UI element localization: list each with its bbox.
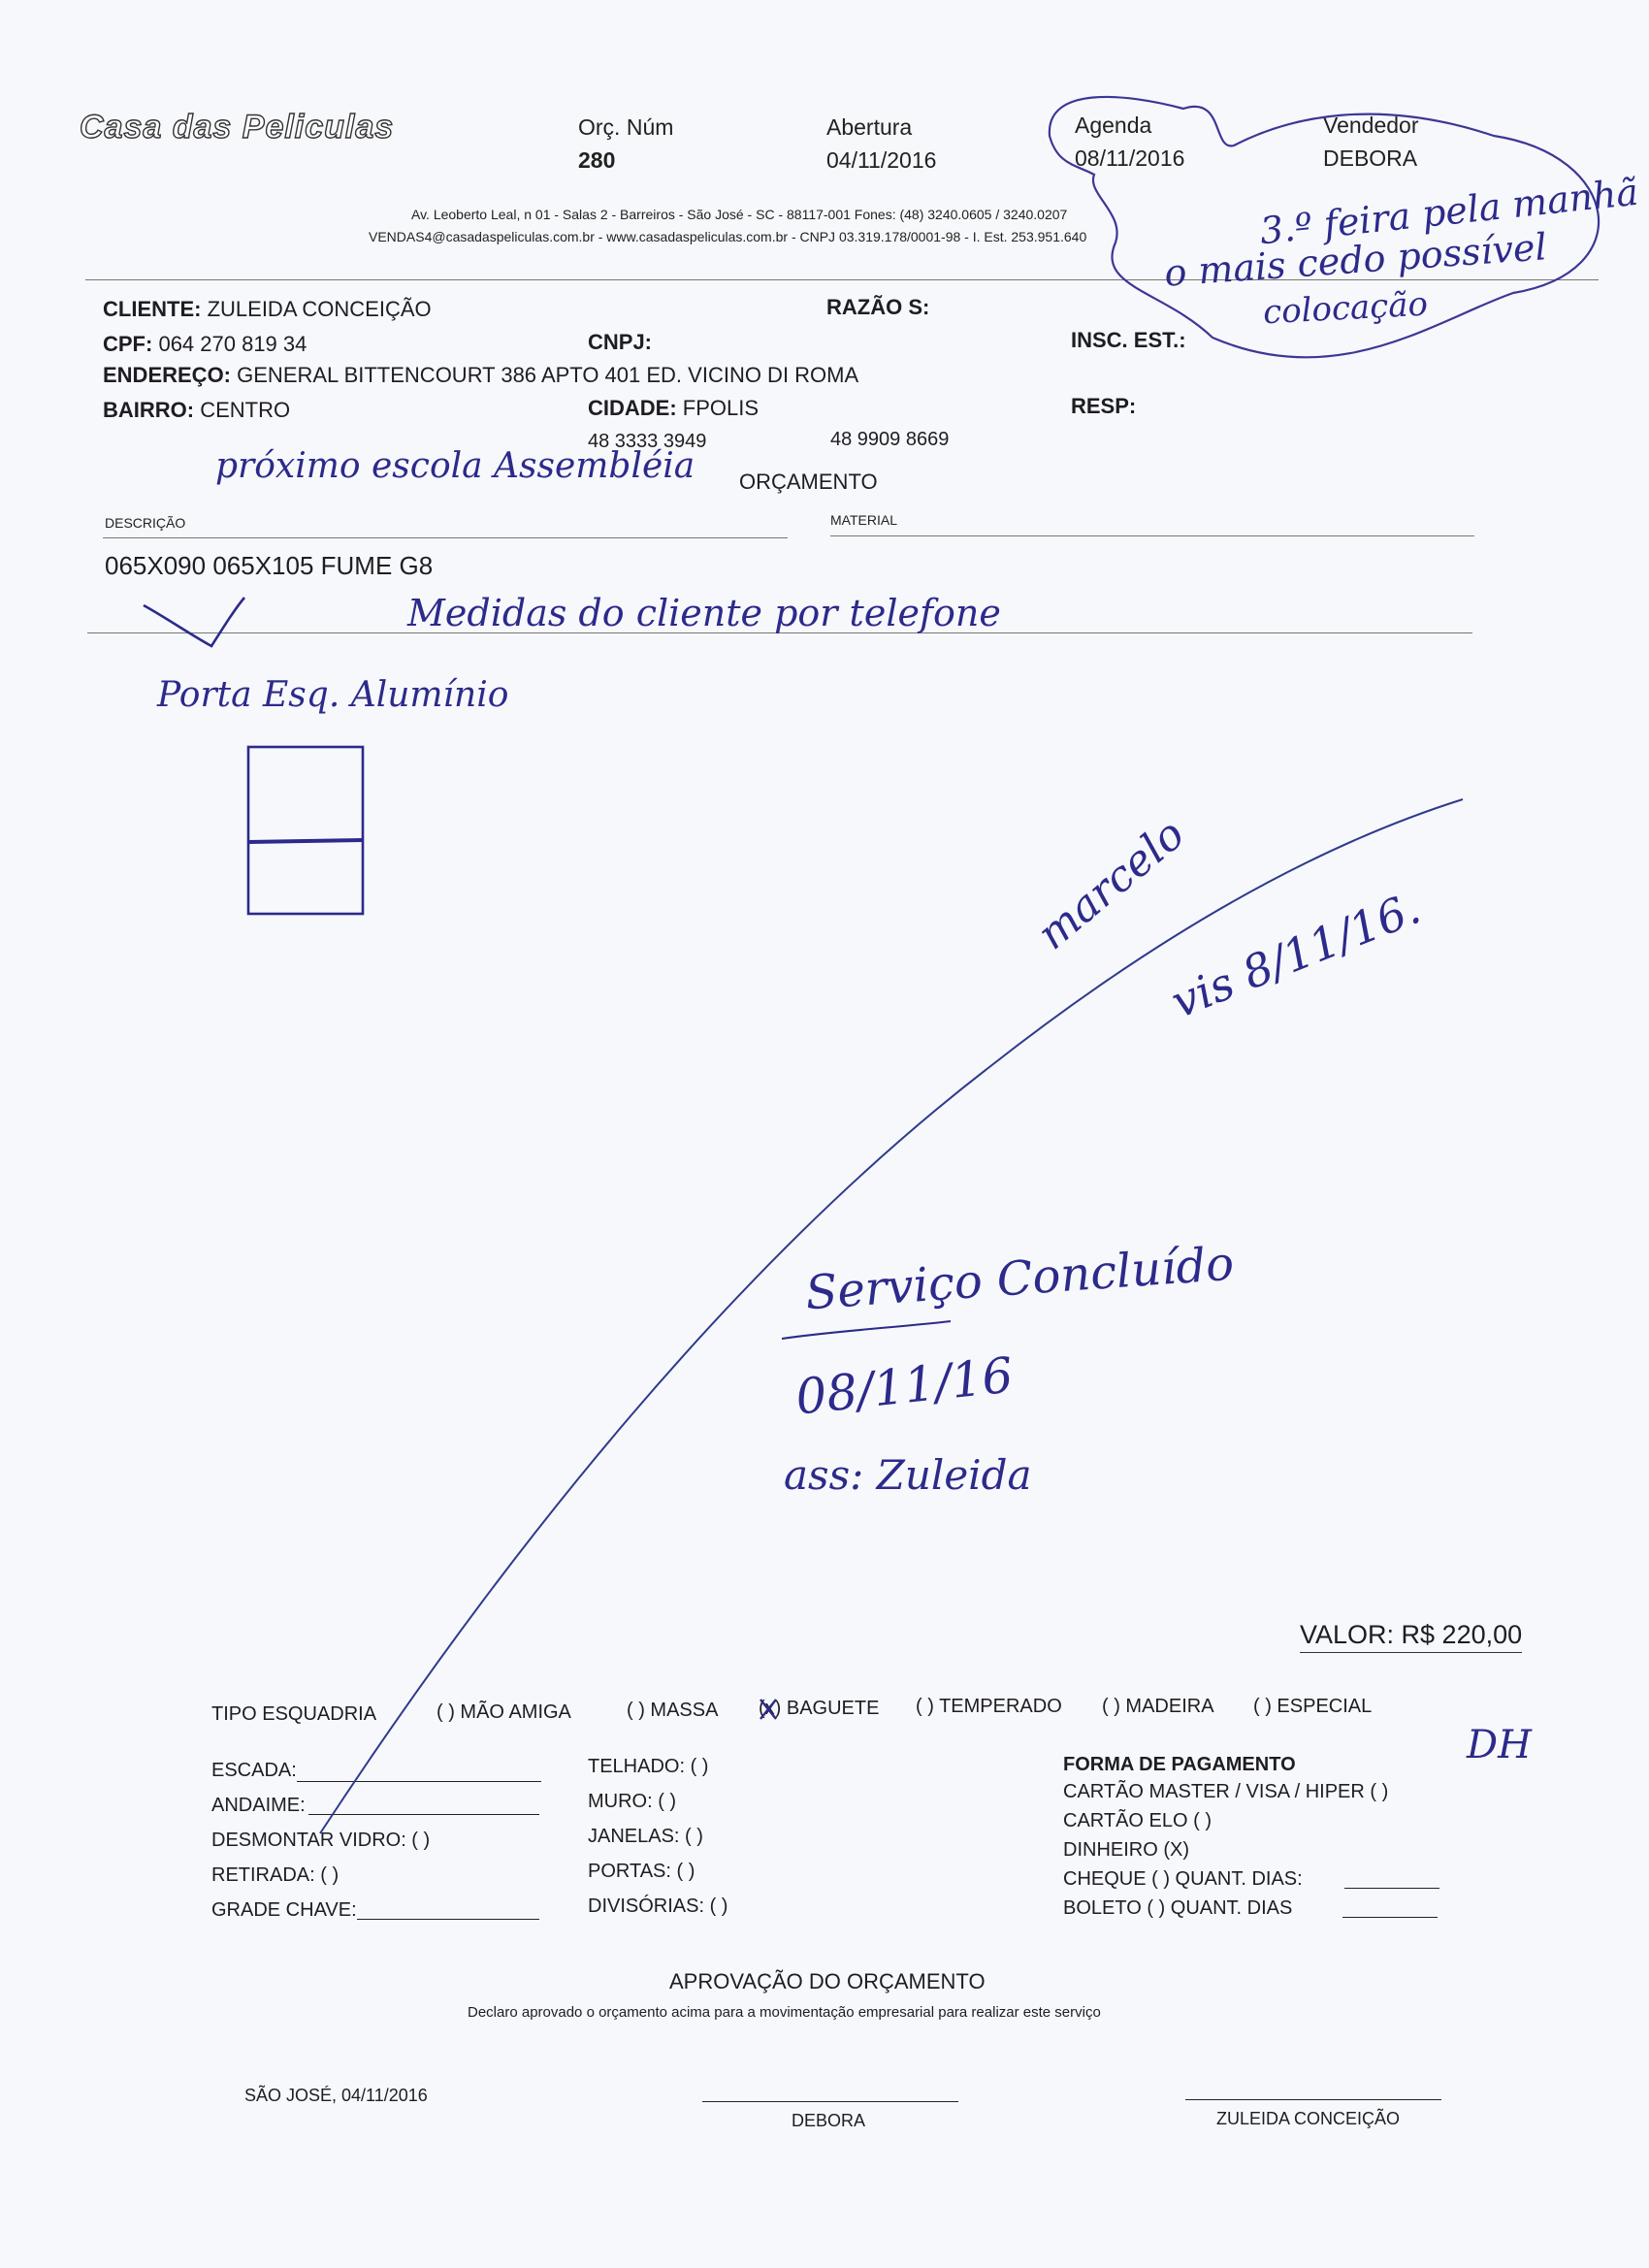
note-porta: Porta Esq. Alumínio (157, 675, 509, 715)
note-dh: DH (1467, 1723, 1532, 1767)
signature-name-1: DEBORA (792, 2111, 866, 2130)
descricao-label: DESCRIÇÃO (105, 515, 186, 531)
esquadria-baguete[interactable]: (x) BAGUETE (759, 1698, 880, 1719)
aprovacao-declaration: Declaro aprovado o orçamento acima para a movimentação empresarial para realizar este serviço (468, 2004, 1101, 2021)
cliente-label: CLIENTE: (103, 297, 202, 321)
muro[interactable]: MURO: ( ) (588, 1791, 677, 1812)
phone-2: 48 9909 8669 (830, 429, 950, 450)
note-feira: 3.º feira pela manhã (1257, 170, 1641, 253)
esquadria-massa[interactable]: ( ) MASSA (627, 1700, 719, 1721)
andaime-label: ANDAIME: (211, 1795, 306, 1816)
signature-name-2: ZULEIDA CONCEIÇÃO (1216, 2109, 1401, 2128)
insc-label: INSC. EST.: (1071, 328, 1186, 352)
dinheiro[interactable]: DINHEIRO (X) (1063, 1839, 1189, 1861)
cnpj-label: CNPJ: (588, 330, 653, 354)
cliente-value: ZULEIDA CONCEIÇÃO (207, 297, 432, 321)
note-cedo: o mais cedo possível (1162, 225, 1548, 295)
vendedor-label: Vendedor (1323, 113, 1419, 138)
note-colocacao: colocação (1262, 284, 1429, 333)
note-marcelo: marcelo (1028, 809, 1194, 960)
note-vis: vis 8/11/16. (1164, 881, 1428, 1029)
material-label: MATERIAL (830, 512, 897, 528)
phone-1: 48 3333 3949 (588, 431, 707, 452)
bairro-label: BAIRRO: (103, 398, 195, 422)
cpf-value: 064 270 819 34 (158, 332, 307, 356)
note-servico: Serviço Concluído (803, 1236, 1236, 1321)
orc-label: Orç. Núm (578, 114, 674, 140)
cartao-master[interactable]: CARTÃO MASTER / VISA / HIPER ( ) (1063, 1781, 1389, 1802)
orc-value: 280 (578, 147, 616, 173)
divisorias[interactable]: DIVISÓRIAS: ( ) (588, 1895, 728, 1917)
agenda-value: 08/11/2016 (1075, 146, 1185, 171)
endereco-value: GENERAL BITTENCOURT 386 APTO 401 ED. VICINO DI ROMA (237, 363, 859, 387)
grade-chave-label: GRADE CHAVE: (211, 1899, 357, 1921)
boleto[interactable]: BOLETO ( ) QUANT. DIAS (1063, 1897, 1293, 1919)
bairro-value: CENTRO (200, 398, 291, 422)
vendedor-value: DEBORA (1323, 146, 1418, 171)
endereco-label: ENDEREÇO: (103, 363, 232, 387)
esquadria-especial[interactable]: ( ) ESPECIAL (1253, 1696, 1373, 1717)
item-line: 065X090 065X105 FUME G8 (105, 551, 434, 580)
cartao-elo[interactable]: CARTÃO ELO ( ) (1063, 1810, 1212, 1831)
cheque[interactable]: CHEQUE ( ) QUANT. DIAS: (1063, 1868, 1303, 1890)
abertura-value: 04/11/2016 (826, 147, 937, 173)
underline-servico (782, 1321, 951, 1339)
company-address: Av. Leoberto Leal, n 01 - Salas 2 - Barreiros - São José - SC - 88117-001 Fones: (48) 3240.0605 / 3240.0207 (411, 207, 1068, 222)
checkmark-stroke (144, 598, 244, 646)
door-sketch-divider (248, 840, 363, 842)
cidade-value: FPOLIS (682, 396, 760, 420)
pagamento-title: FORMA DE PAGAMENTO (1063, 1754, 1296, 1775)
company-contacts: VENDAS4@casadaspeliculas.com.br - www.casadaspeliculas.com.br - CNPJ 03.319.178/0001-98 - I. Est. 253.951.640 (369, 229, 1087, 244)
janelas[interactable]: JANELAS: ( ) (588, 1826, 703, 1847)
razao-label: RAZÃO S: (826, 295, 930, 319)
note-data-servico: 08/11/16 (792, 1346, 1016, 1426)
door-sketch (248, 747, 363, 914)
portas[interactable]: PORTAS: ( ) (588, 1861, 695, 1882)
note-assinatura: ass: Zuleida (784, 1451, 1032, 1499)
esquadria-mao-amiga[interactable]: ( ) MÃO AMIGA (436, 1701, 571, 1723)
esquadria-label: TIPO ESQUADRIA (211, 1703, 377, 1725)
aprovacao-title: APROVAÇÃO DO ORÇAMENTO (669, 1969, 986, 1993)
escada-label: ESCADA: (211, 1760, 297, 1781)
agenda-label: Agenda (1075, 113, 1152, 138)
orcamento-title: ORÇAMENTO (739, 470, 878, 494)
cpf-label: CPF: (103, 332, 153, 356)
retirada[interactable]: RETIRADA: ( ) (211, 1864, 340, 1886)
note-medidas: Medidas do cliente por telefone (407, 592, 1001, 634)
cidade-label: CIDADE: (588, 396, 677, 420)
esquadria-temperado[interactable]: ( ) TEMPERADO (916, 1696, 1062, 1717)
note-escola: próximo escola Assembléia (215, 446, 695, 486)
company-logo: Casa das Peliculas (80, 109, 395, 146)
resp-label: RESP: (1071, 394, 1137, 418)
esquadria-madeira[interactable]: ( ) MADEIRA (1102, 1696, 1214, 1717)
telhado[interactable]: TELHADO: ( ) (588, 1756, 709, 1777)
desmontar-vidro[interactable]: DESMONTAR VIDRO: ( ) (211, 1830, 431, 1851)
valor-total: VALOR: R$ 220,00 (1300, 1620, 1522, 1653)
abertura-label: Abertura (826, 114, 913, 140)
place-date: SÃO JOSÉ, 04/11/2016 (244, 2086, 428, 2105)
baguete-mark (760, 1700, 776, 1719)
